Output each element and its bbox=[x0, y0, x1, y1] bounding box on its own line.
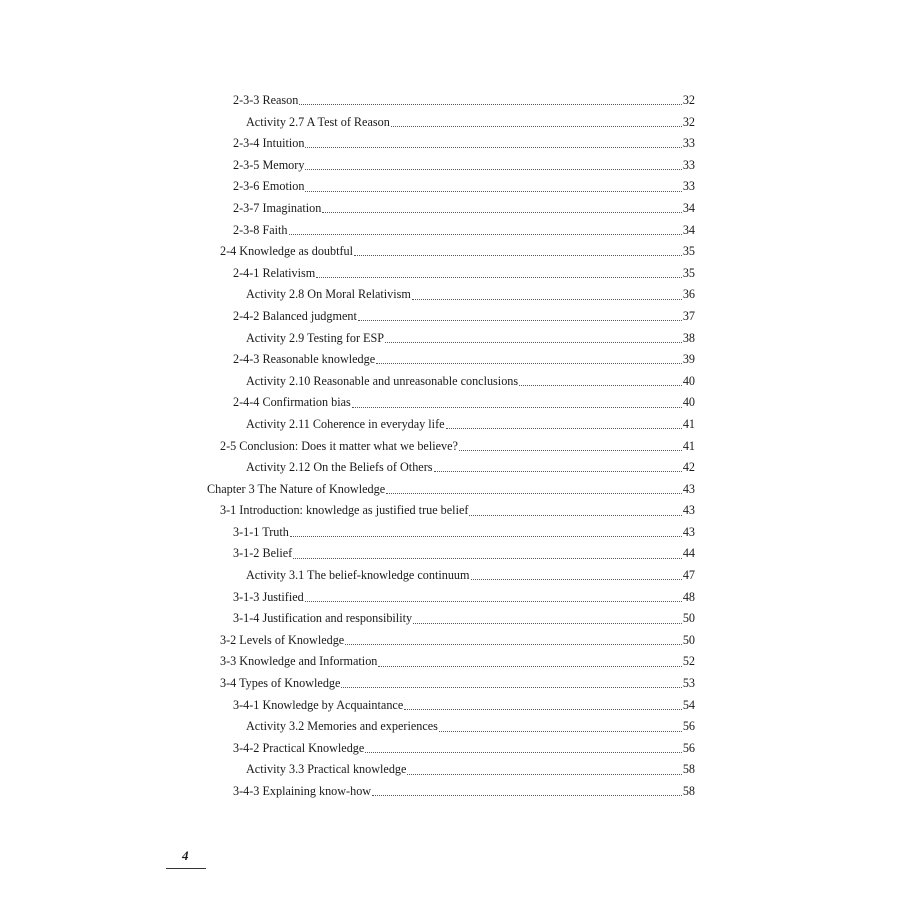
toc-entry-page: 53 bbox=[682, 676, 695, 691]
dot-leader bbox=[289, 234, 682, 235]
toc-entry-page: 40 bbox=[682, 373, 695, 388]
dot-leader bbox=[459, 450, 682, 451]
toc-entry bbox=[207, 716, 695, 738]
toc-entry bbox=[207, 90, 695, 112]
toc-entry-title: Chapter 3 The Nature of Knowledge bbox=[207, 481, 386, 496]
dot-leader bbox=[519, 385, 682, 386]
toc-entry-page: 50 bbox=[682, 611, 695, 626]
toc-entry-page: 44 bbox=[682, 546, 695, 561]
dot-leader bbox=[407, 774, 681, 775]
toc-entry bbox=[207, 306, 695, 328]
toc-entry-title: Activity 2.10 Reasonable and unreasonable conclusions bbox=[246, 373, 519, 388]
toc-entry-page: 40 bbox=[682, 395, 695, 410]
dot-leader bbox=[372, 795, 682, 796]
dot-leader bbox=[299, 104, 681, 105]
toc-entry-title: Activity 3.1 The belief-knowledge continuum bbox=[246, 568, 470, 583]
toc-entry bbox=[207, 695, 695, 717]
toc-entry-page: 35 bbox=[682, 244, 695, 259]
toc-entry-title: Activity 2.9 Testing for ESP bbox=[246, 330, 385, 345]
toc-entry-page: 35 bbox=[682, 265, 695, 280]
toc-entry-page: 37 bbox=[682, 308, 695, 323]
toc-entry-title: 3-4 Types of Knowledge bbox=[220, 676, 341, 691]
toc-entry bbox=[207, 133, 695, 155]
toc-entry-title: 2-3-5 Memory bbox=[233, 157, 305, 172]
toc-entry-page: 39 bbox=[682, 352, 695, 367]
toc-entry bbox=[207, 112, 695, 134]
toc-entry-title: 2-3-3 Reason bbox=[233, 93, 299, 107]
toc-entry-title: 2-3-8 Faith bbox=[233, 222, 288, 237]
toc-entry-title: Activity 2.8 On Moral Relativism bbox=[246, 287, 411, 302]
toc-entry-page: 32 bbox=[682, 114, 695, 129]
dot-leader bbox=[305, 169, 681, 170]
dot-leader bbox=[352, 407, 682, 408]
toc-entry-title: 3-4-3 Explaining know-how bbox=[233, 784, 372, 798]
toc-entry-page: 43 bbox=[682, 524, 695, 539]
toc-entry bbox=[207, 241, 695, 263]
toc-entry-page: 36 bbox=[682, 287, 695, 302]
toc-entry-page: 56 bbox=[682, 740, 695, 755]
toc-entry-page: 50 bbox=[682, 632, 695, 647]
toc-entry-title: 3-1-4 Justification and responsibility bbox=[233, 611, 413, 626]
toc-entry bbox=[207, 457, 695, 479]
toc-entry-page: 34 bbox=[682, 200, 695, 215]
toc-entry-title: 3-1 Introduction: knowledge as justified true belief bbox=[220, 503, 469, 518]
toc-entry bbox=[207, 263, 695, 285]
dot-leader bbox=[413, 623, 682, 624]
dot-leader bbox=[391, 126, 682, 127]
dot-leader bbox=[439, 731, 682, 732]
toc-entry-title: 2-4-4 Confirmation bias bbox=[233, 395, 351, 410]
dot-leader bbox=[358, 320, 682, 321]
toc-entry-title: 2-3-7 Imagination bbox=[233, 200, 322, 215]
toc-entry-page: 41 bbox=[682, 438, 695, 453]
toc-entry-title: 3-1-2 Belief bbox=[233, 546, 293, 561]
toc-entry bbox=[207, 522, 695, 544]
toc-entry bbox=[207, 500, 695, 522]
toc-entry-title: 3-4-1 Knowledge by Acquaintance bbox=[233, 697, 404, 712]
toc-entry bbox=[207, 414, 695, 436]
toc-entry bbox=[207, 781, 695, 803]
dot-leader bbox=[386, 493, 682, 494]
toc-entry bbox=[207, 565, 695, 587]
toc-entry-title: 2-4-1 Relativism bbox=[233, 265, 316, 280]
dot-leader bbox=[305, 191, 681, 192]
toc-entry bbox=[207, 436, 695, 458]
toc-entry-page: 43 bbox=[682, 481, 695, 496]
toc-entry-title: 2-4 Knowledge as doubtful bbox=[220, 244, 354, 259]
toc-entry-page: 41 bbox=[682, 416, 695, 431]
dot-leader bbox=[434, 471, 682, 472]
toc-entry-page: 54 bbox=[682, 697, 695, 712]
dot-leader bbox=[404, 709, 682, 710]
toc-entry-page: 47 bbox=[682, 568, 695, 583]
dot-leader bbox=[345, 644, 682, 645]
toc-entry-title: 2-4-3 Reasonable knowledge bbox=[233, 352, 376, 367]
toc-entry bbox=[207, 738, 695, 760]
toc-entry-title: 2-5 Conclusion: Does it matter what we believe? bbox=[220, 438, 458, 453]
toc-entry-title: 3-1-3 Justified bbox=[233, 589, 304, 604]
toc-entry-page: 58 bbox=[682, 762, 695, 777]
toc-entry bbox=[207, 543, 695, 565]
toc-entry bbox=[207, 651, 695, 673]
toc-entry bbox=[207, 155, 695, 177]
toc-entry bbox=[207, 392, 695, 414]
dot-leader bbox=[293, 558, 682, 559]
dot-leader bbox=[376, 363, 682, 364]
toc-entry bbox=[207, 479, 695, 501]
toc-entry-title: Activity 3.2 Memories and experiences bbox=[246, 719, 438, 734]
toc-entry-page: 52 bbox=[682, 654, 695, 669]
dot-leader bbox=[305, 147, 681, 148]
toc-entry bbox=[207, 284, 695, 306]
dot-leader bbox=[305, 601, 682, 602]
dot-leader bbox=[412, 299, 682, 300]
toc-entry-title: Activity 2.7 A Test of Reason bbox=[246, 114, 390, 129]
toc-entry-title: 2-3-4 Intuition bbox=[233, 136, 305, 151]
toc-entry bbox=[207, 673, 695, 695]
toc-entry-title: 2-4-2 Balanced judgment bbox=[233, 308, 357, 323]
toc-entry-page: 56 bbox=[682, 719, 695, 734]
toc-entry bbox=[207, 349, 695, 371]
footer-rule bbox=[166, 868, 206, 869]
toc-entry bbox=[207, 371, 695, 393]
dot-leader bbox=[322, 212, 681, 213]
table-of-contents bbox=[207, 90, 695, 803]
toc-entry-page: 43 bbox=[682, 503, 695, 518]
toc-entry-title: 3-3 Knowledge and Information bbox=[220, 654, 378, 669]
toc-entry-page: 32 bbox=[682, 93, 695, 107]
toc-entry-title: Activity 2.11 Coherence in everyday life bbox=[246, 416, 445, 431]
toc-entry bbox=[207, 328, 695, 350]
dot-leader bbox=[385, 342, 682, 343]
toc-entry bbox=[207, 587, 695, 609]
toc-entry-title: 3-1-1 Truth bbox=[233, 524, 289, 539]
page-number: 4 bbox=[182, 848, 189, 863]
toc-entry-page: 33 bbox=[682, 157, 695, 172]
dot-leader bbox=[290, 536, 682, 537]
toc-entry bbox=[207, 220, 695, 242]
toc-entry bbox=[207, 759, 695, 781]
toc-entry-title: Activity 3.3 Practical knowledge bbox=[246, 762, 407, 777]
dot-leader bbox=[365, 752, 682, 753]
toc-entry-page: 48 bbox=[682, 589, 695, 604]
toc-entry bbox=[207, 198, 695, 220]
toc-entry-title: 3-2 Levels of Knowledge bbox=[220, 632, 345, 647]
dot-leader bbox=[446, 428, 682, 429]
toc-entry bbox=[207, 176, 695, 198]
toc-entry-page: 33 bbox=[682, 179, 695, 194]
dot-leader bbox=[354, 255, 682, 256]
dot-leader bbox=[471, 579, 682, 580]
toc-entry-page: 34 bbox=[682, 222, 695, 237]
toc-entry bbox=[207, 630, 695, 652]
dot-leader bbox=[378, 666, 681, 667]
toc-entry bbox=[207, 608, 695, 630]
toc-entry-title: 3-4-2 Practical Knowledge bbox=[233, 740, 365, 755]
toc-entry-title: Activity 2.12 On the Beliefs of Others bbox=[246, 460, 433, 475]
toc-entry-title: 2-3-6 Emotion bbox=[233, 179, 305, 194]
dot-leader bbox=[341, 687, 681, 688]
toc-entry-page: 58 bbox=[682, 784, 695, 798]
toc-entry-page: 38 bbox=[682, 330, 695, 345]
dot-leader bbox=[469, 515, 681, 516]
toc-entry-page: 42 bbox=[682, 460, 695, 475]
dot-leader bbox=[316, 277, 682, 278]
toc-entry-page: 33 bbox=[682, 136, 695, 151]
